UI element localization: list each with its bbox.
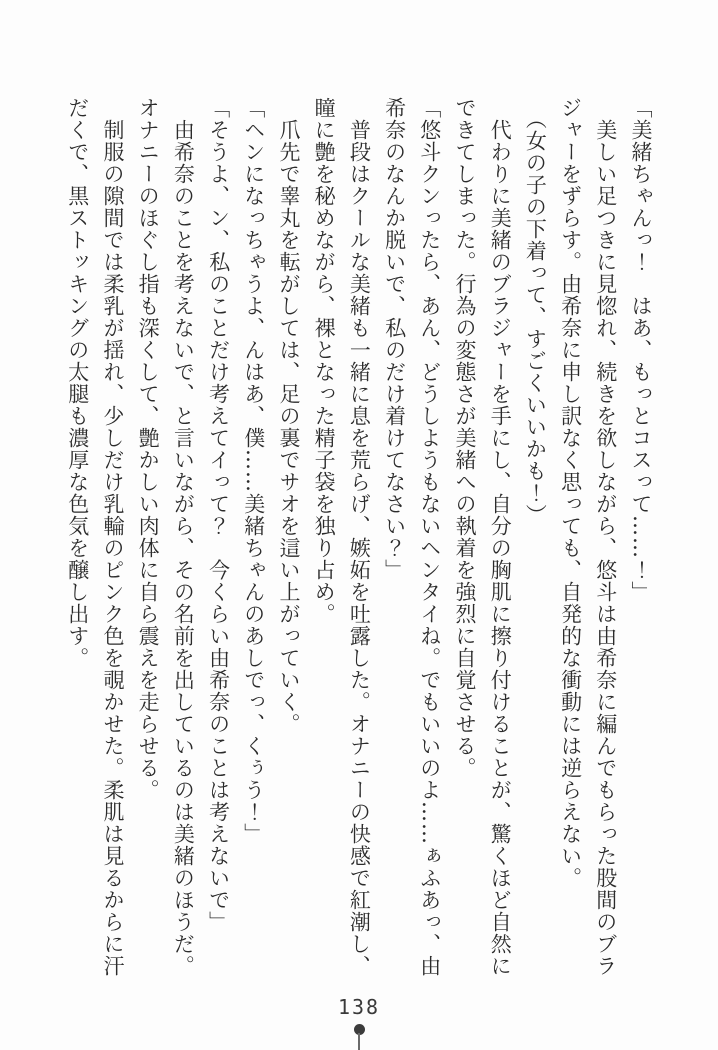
text-line: （女の子の下着って、すごくいいかも！） [523, 108, 548, 526]
page-anchor-line [358, 1033, 360, 1050]
text-line: 爪先で睾丸を転がしては、足の裏でサオを這い上がっていく。 [276, 119, 301, 735]
text-line: 普段はクールな美緒も一緒に息を荒らげ、嫉妬を吐露した。オナニーの快感で紅潮し、 [347, 119, 372, 977]
text-line: だくで、黒ストッキングの太腿も濃厚な色気を醸し出す。 [65, 97, 90, 669]
page-number: 138 [337, 995, 381, 1019]
text-line: できてしまった。行為の変態さが美緒への執着を強烈に自覚させる。 [452, 97, 477, 779]
text-line: 希奈のなんか脱いで、私のだけ着けてなさい？」 [382, 97, 407, 581]
text-line: オナニーのほぐし指も深くして、艶かしい肉体に自ら震えを走らせる。 [136, 97, 161, 801]
text-line: 由希奈のことを考えないで、と言いながら、その名前を出しているのは美緒のほうだ。 [171, 119, 196, 977]
text-line: 制服の隙間では柔乳が揺れ、少しだけ乳輪のピンク色を覗かせた。柔肌は見るからに汗 [100, 119, 125, 977]
text-line: 瞳に艶を秘めながら、裸となった精子袋を独り占め。 [312, 97, 337, 625]
text-line: 「美緒ちゃんっ！ はあ、もっとコスって……！」 [629, 97, 653, 603]
text-line: ジャーをずらす。由希奈に申し訳なく思っても、自発的な衝動には逆らえない。 [558, 97, 583, 889]
text-line: 美しい足つきに見惚れ、続きを欲しながら、悠斗は由希奈に編んでもらった股間のブラ [593, 119, 618, 977]
text-line: 「ヘンになっちゃうよ、んはあ、僕……美緒ちゃんのあしでっ、くぅう！」 [241, 97, 266, 845]
text-line: 代わりに美緒のブラジャーを手にし、自分の胸肌に擦り付けることが、驚くほど自然に [488, 119, 513, 977]
text-block [58, 97, 658, 1007]
text-line: 「そうよ、ン、私のことだけ考えてイって？ 今くらい由希奈のことは考えないで」 [206, 97, 231, 933]
text-line: 「悠斗クンったら、あん、どうしようもないヘンタイね。でもいいのよ……ぁふあっ、由 [417, 97, 442, 977]
